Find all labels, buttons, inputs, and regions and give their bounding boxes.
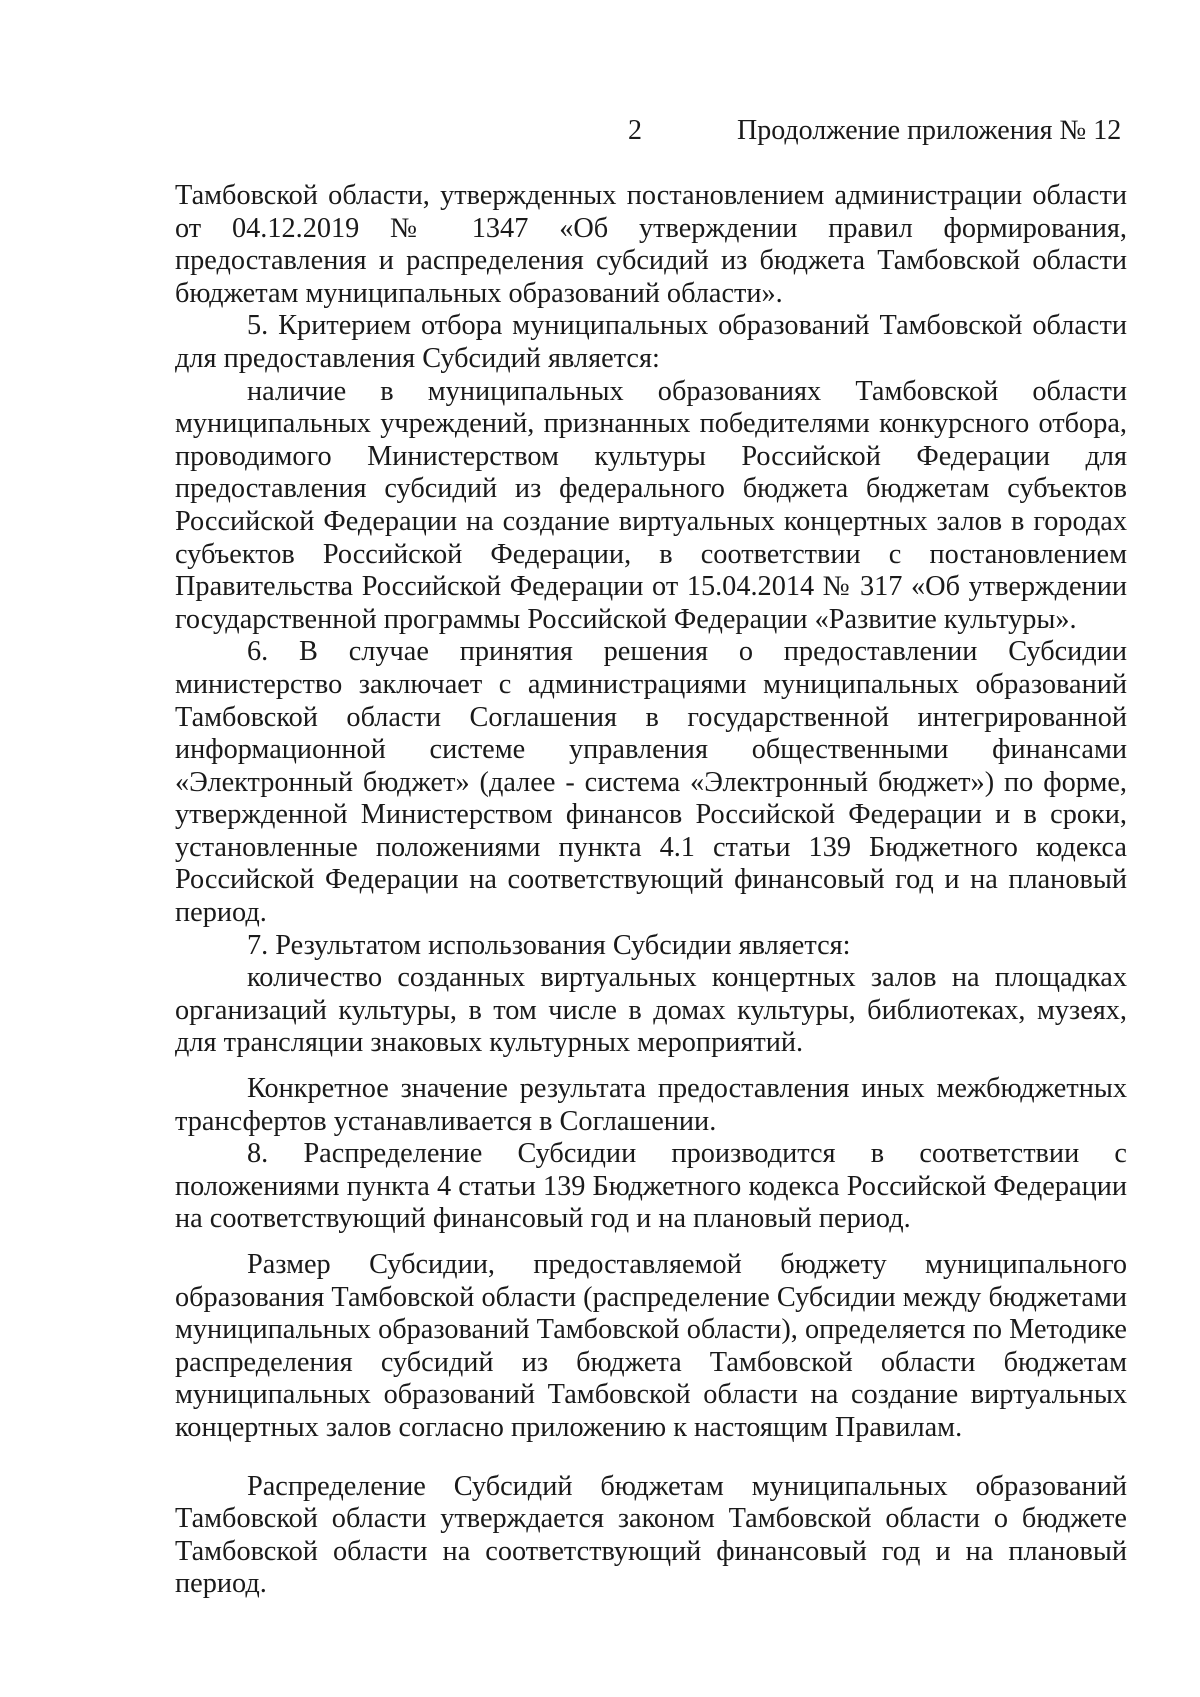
paragraph-result: количество созданных виртуальных концертных залов на площадках организаций культуры, в том числе в домах культуры, библиотеках, музеях, для трансляции знаковых культурных мероприятий.: [175, 962, 1127, 1059]
paragraph-clause-6: 6. В случае принятия решения о предоставлении Субсидии министерство заключает с администрациями муниципальных образований Тамбовской области Соглашения в государственной интегрированной информационной системе управления общественными финансами «Электронный бюджет» (далее - система «Электронный бюджет») по форме, утвержденной Министерством финансов Российской Федерации и в сроки, установленные положениями пункта 4.1 статьи 139 Бюджетного кодекса Российской Федерации на соответствующий финансовый год и на плановый период.: [175, 636, 1127, 929]
paragraph-clause-7: 7. Результатом использования Субсидии является:: [247, 929, 851, 961]
paragraph-criterion: наличие в муниципальных образованиях Тамбовской области муниципальных учреждений, признанных победителями конкурсного отбора, проводимого Министерством культуры Российской Федерации для предоставления субсидий из федерального бюджета бюджетам субъектов Российской Федерации на создание виртуальных концертных залов в городах субъектов Российской Федерации, в соответствии с постановлением Правительства Российской Федерации от 15.04.2014 № 317 «Об утверждении государственной программы Российской Федерации «Развитие культуры».: [175, 375, 1127, 635]
paragraph-clause-5: 5. Критерием отбора муниципальных образований Тамбовской области для предоставления Субсидий является:: [175, 310, 1127, 374]
paragraph-result-value: Конкретное значение результата предоставления иных межбюджетных трансфертов устанавливается в Соглашении.: [175, 1073, 1127, 1137]
paragraph-distribution: Распределение Субсидий бюджетам муниципальных образований Тамбовской области утверждается законом Тамбовской области о бюджете Тамбовской области на соответствующий финансовый год и на плановый период.: [175, 1470, 1127, 1600]
appendix-continuation-heading: Продолжение приложения № 12: [737, 115, 1122, 146]
paragraph-continuation: Тамбовской области, утвержденных постановлением администрации области от 04.12.2019 № 1347 «Об утверждении правил формирования, предоставления и распределения субсидий из бюджета Тамбовской области бюджетам муниципальных образований области».: [175, 180, 1127, 309]
document-body: [175, 180, 1127, 1601]
page-number: 2: [628, 115, 642, 146]
paragraph-clause-8: 8. Распределение Субсидии производится в соответствии с положениями пункта 4 статьи 139 Бюджетного кодекса Российской Федерации на соответствующий финансовый год и на плановый период.: [175, 1138, 1127, 1235]
paragraph-subsidy-size: Размер Субсидии, предоставляемой бюджету муниципального образования Тамбовской области (распределение Субсидии между бюджетами муниципальных образований Тамбовской области), определяется по Методике распределения субсидий из бюджета Тамбовской области бюджетам муниципальных образований Тамбовской области на создание виртуальных концертных залов согласно приложению к настоящим Правилам.: [175, 1249, 1127, 1443]
